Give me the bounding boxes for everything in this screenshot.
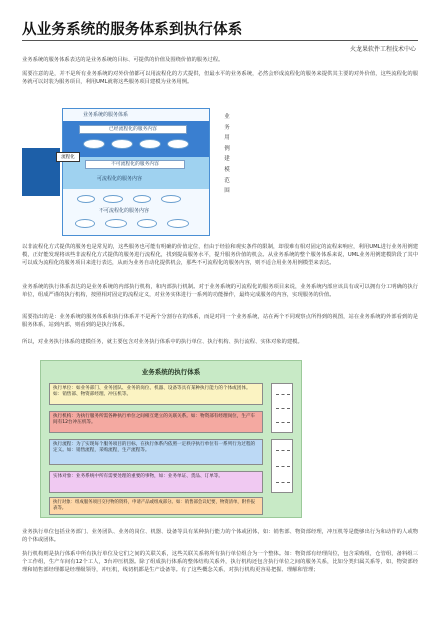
cloud-shape xyxy=(77,195,95,203)
rail-tick xyxy=(276,482,290,483)
non-processable-label: 不可流程化的服务内容 xyxy=(99,208,150,214)
rail-tick xyxy=(276,450,290,451)
paragraph-8: 执行机构则是执行体系中所有执行单位及它们之间的关联关系，这些关联关系将所有执行单位组合为一个整体。如：物资部有经理岗位，包含采购组，仓管组，备料组三个工作组，生产车间有12个工人，3台冲压机器。除了组成执行体系的整体结构关系外，执行机构还包含执行单位之间的服务关系，比如分类归属关系等，如，物资部经理和销售部经理都是经理级领导，冲压机，线切机都是生产设备等。有了这些概念关系，对执行机构更容易把握、理解和管理； xyxy=(22,551,418,574)
cloud-shape xyxy=(161,195,181,203)
cloud-shape xyxy=(137,219,157,228)
service-system-figure xyxy=(22,108,210,236)
paragraph-3: 以非流程化方式提供的服务也是常见的，这些服务也可能有明确的价值定位，但由于经验和观实条件的限制，却很难有相对固定的流程来响应，利用UML进行业务用例建模，正好能发现将该些非流程化方式提供的服务进行流程化，找到提高服务水平，提升服务价值的机会。从业务系统的整个服务体系来说，UML业务用例建模阶段了其中可以成为流程化的服务项目来进行表达，从而为业务自动化提供机会，那些不可流程化的服务内容，则不适合用业务用例模型来表达。 xyxy=(22,244,418,267)
paragraph-6: 所以，对业务执行体系的建模任务，就主要包含对业务执行体系中的执行单位、执行机构、执行流程、实体对象的建模。 xyxy=(22,339,303,345)
author-label: 火龙果软件工程技术中心 xyxy=(349,46,416,53)
process-source-box xyxy=(22,148,60,196)
use-case-scope-caption: 业务用例建模范围 xyxy=(224,114,230,195)
cloud-shape xyxy=(133,195,151,203)
paragraph-2: 需要注意的是，并不是所有业务系统的对外价值都可以用流程化的方式提供，但最水平的业务系统，必然会形成流程化的服务来提供其主要的对外价值，这些流程化的服务就可以封装为服务项目，利用UML就将这些服务项目建模为业务用例。 xyxy=(22,71,418,86)
service-system-title: 业务系统的服务体系 xyxy=(83,112,129,118)
execution-process-row: 执行流程：为了实现每个服务项目的目标，在执行体系内依照一定秩序执行单位有一系列行为过程的定义。如：销售流程，采购流程，生产流程等。 xyxy=(49,439,263,465)
service-system-frame xyxy=(62,108,210,236)
paragraph-4: 业务系统的执行体系表达的是业务系统的内部执行机构，和内部执行机制。对于业务系统的可流程化的服务项目来说，业务系统内部应该具有或可以拥有分工明确的执行单位，组成严谨的执行机构，按照相对固定的流程定义，对业务实体进行一系列的功能操作，最终完成服务的内容，实现服务的价值。 xyxy=(22,284,418,299)
cloud-shape xyxy=(111,139,133,149)
cloud-shape xyxy=(167,219,189,228)
rail-tick xyxy=(276,394,290,395)
paragraph-7: 业务执行单位包括业务部门、业务团队、业务的岗位、机器、设备等具有某种执行能力的个体或团体，如：销售部、物资部经理，冲压机等是能够出行为和动作的人或物的个体或团体。 xyxy=(22,529,418,544)
rail-tick xyxy=(276,422,290,423)
relation-rail-bottom xyxy=(271,439,293,493)
flow-tag: 流程化 xyxy=(56,152,80,162)
title-divider xyxy=(22,40,418,41)
rail-tick xyxy=(276,466,290,467)
cloud-shape xyxy=(139,139,161,149)
document-title: 从业务系统的服务体系到执行体系 xyxy=(22,22,243,38)
cloud-shape xyxy=(105,219,127,228)
entity-object-row: 实体对象：业务系统中所有需要处理的重要的事物，如：业务单证、货品、订单等。 xyxy=(49,471,263,493)
paragraph-5: 需要指出的是：业务系统的服务体系和执行体系并不是两个分割存在的体系，而是对同一个业务系统，站在两个不同观察点所得到的视图，站在业务系统的外部看到的是服务体系，站到内部，则看到的是执行体系。 xyxy=(22,314,418,329)
cloud-shape xyxy=(167,139,189,149)
paragraph-1: 业务系统的服务体系表达的是业务系统的目标、可提供的价值及围绕价值的服务过程。 xyxy=(22,57,224,63)
execution-structure-row: 执行机构：为执行服务所需各种执行单位之间相互建立的关联关系。如：物资部有经理岗位，生产车间有12台冲压机等。 xyxy=(49,411,263,433)
execution-system-figure xyxy=(40,360,302,518)
processable-pill: 不可流程化的服务内容 xyxy=(85,160,185,169)
relation-rail-top xyxy=(271,383,293,433)
execution-object-row: 执行对象：组成服务项目交付物的资料，申请产品或组成部分。如：销售部会议纪要，物资清单，附件报表等。 xyxy=(49,497,263,515)
processed-label: 已经流程化的服务内容 xyxy=(79,125,187,134)
cloud-shape xyxy=(75,219,95,228)
execution-unit-row: 执行单位：如业务部门、业务团队、业务的岗位、机器、设备等具有某种执行能力的个体或团体。如：销售部、物资部经理、冲压机等。 xyxy=(49,383,263,405)
processable-band xyxy=(63,157,209,189)
cloud-shape xyxy=(83,139,105,149)
rail-tick xyxy=(276,408,290,409)
execution-system-title: 业务系统的执行体系 xyxy=(141,368,201,376)
processed-band xyxy=(63,121,209,157)
processable-label: 可流程化的服务内容 xyxy=(97,176,143,182)
cloud-shape xyxy=(103,195,123,203)
